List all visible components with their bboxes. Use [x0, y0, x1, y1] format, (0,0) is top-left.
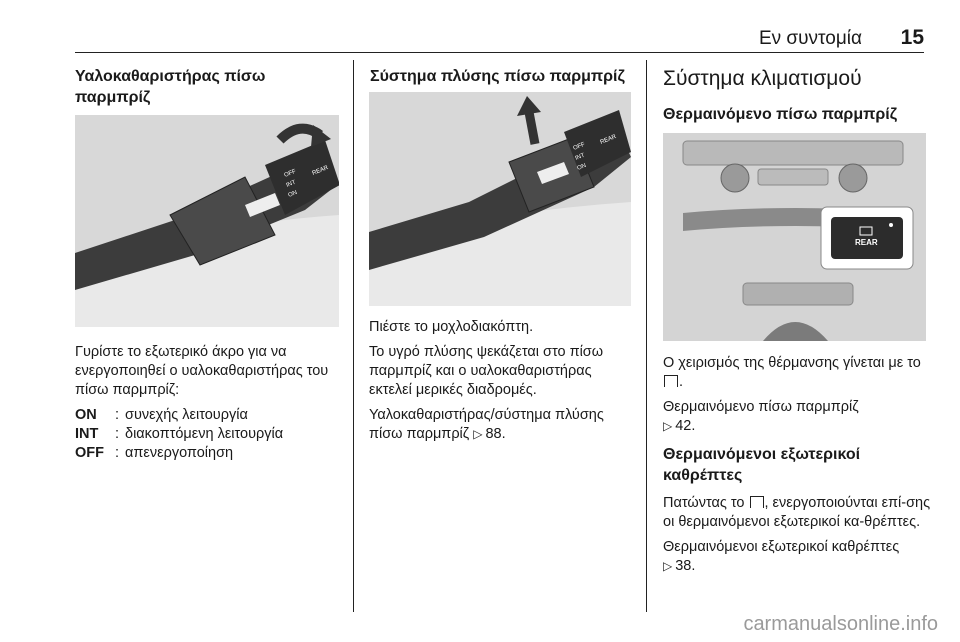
page-reference-icon: ▷ — [663, 419, 673, 433]
definition-term: OFF — [75, 445, 104, 461]
definition-desc: συνεχής λειτουργία — [125, 407, 248, 423]
page-reference-icon: ▷ — [663, 559, 673, 573]
rear-window-heater-icon — [664, 375, 678, 387]
on-label: ON — [576, 162, 588, 172]
page-number: 15 — [900, 26, 924, 49]
section-heading: Σύστημα πλύσης πίσω παρμπρίζ — [370, 68, 625, 85]
page-reference-icon: ▷ — [473, 427, 483, 441]
ref-page: 42. — [675, 418, 696, 434]
washer-lever-figure — [369, 92, 631, 306]
section-title: Εν συντομία — [758, 28, 862, 49]
int-label: INT — [574, 152, 586, 162]
definition-desc: απενεργοποίηση — [125, 445, 234, 461]
rear-window-heater-icon — [750, 496, 764, 508]
ref-text: Θερμαινόμενοι εξωτερικοί καθρέπτες — [663, 539, 900, 555]
climate-panel-figure — [663, 133, 926, 341]
definition-separator: : — [115, 445, 120, 461]
column-washer — [370, 66, 635, 87]
on-label: ON — [287, 189, 299, 199]
header-rule — [75, 52, 924, 53]
ref-page: 88. — [485, 426, 506, 442]
column-climate-text — [663, 354, 933, 582]
wiper-lever-figure — [75, 115, 339, 327]
off-label: OFF — [283, 168, 297, 179]
off-label: OFF — [572, 141, 586, 152]
column-wiper-text — [75, 343, 340, 463]
paragraph: Ο χειρισμός της θέρμανσης γίνεται με το . — [663, 355, 921, 390]
int-label: INT — [285, 179, 297, 189]
ref-text: Θερμαινόμενο πίσω παρμπρίζ — [663, 399, 859, 415]
column-divider — [353, 60, 354, 612]
paragraph — [663, 494, 933, 532]
p1-text: Ο χειρισμός της θέρμανσης γίνεται με το — [663, 355, 921, 371]
definition-desc: διακοπτόμενη λειτουργία — [125, 426, 284, 442]
watermark: carmanualsonline.info — [743, 613, 938, 635]
rear-label: REAR — [855, 238, 878, 247]
column-washer-text — [369, 318, 634, 450]
subsection-heading: Θερμαινόμενοι εξωτερικοί καθρέπτες — [663, 446, 861, 484]
ref-page: 38. — [675, 558, 696, 574]
ref-text: Υαλοκαθαριστήρας/σύστημα πλύσης πίσω παρμπρίζ — [369, 407, 604, 442]
rear-label: REAR — [311, 165, 330, 177]
section-heading: Υαλοκαθαριστήρας πίσω παρμπρίζ — [75, 68, 266, 106]
definition-term: ON — [75, 407, 97, 423]
definition-separator: : — [115, 407, 120, 423]
definition-term: INT — [75, 426, 99, 442]
column-divider — [646, 60, 647, 612]
column-wiper — [75, 66, 340, 108]
paragraph: Το υγρό πλύσης ψεκάζεται στο πίσω παρμπρίζ και ο υαλοκαθαριστήρας εκτελεί μερικές διαδρομές. — [369, 344, 604, 398]
page-header — [75, 22, 924, 50]
column-climate — [663, 66, 933, 125]
cross-reference — [663, 538, 933, 576]
intro-paragraph: Γυρίστε το εξωτερικό άκρο για να ενεργοποιηθεί ο υαλοκαθαριστήρας του πίσω παρμπρίζ: — [75, 344, 329, 398]
cross-reference — [663, 398, 933, 436]
rear-label: REAR — [599, 134, 618, 146]
definition-separator: : — [115, 426, 120, 442]
subsection-heading: Θερμαινόμενο πίσω παρμπρίζ — [663, 106, 898, 123]
p3-b: , ενεργοποιούνται επί-σης οι θερμαινόμενοι εξωτερικοί κα-θρέπτες. — [663, 495, 931, 530]
definition-list — [75, 406, 340, 463]
paragraph: Πιέστε το μοχλοδιακόπτη. — [369, 319, 534, 335]
p3-a: Πατώντας το — [663, 495, 745, 511]
chapter-title: Σύστημα κλιματισμού — [663, 67, 862, 90]
cross-reference — [369, 406, 634, 444]
